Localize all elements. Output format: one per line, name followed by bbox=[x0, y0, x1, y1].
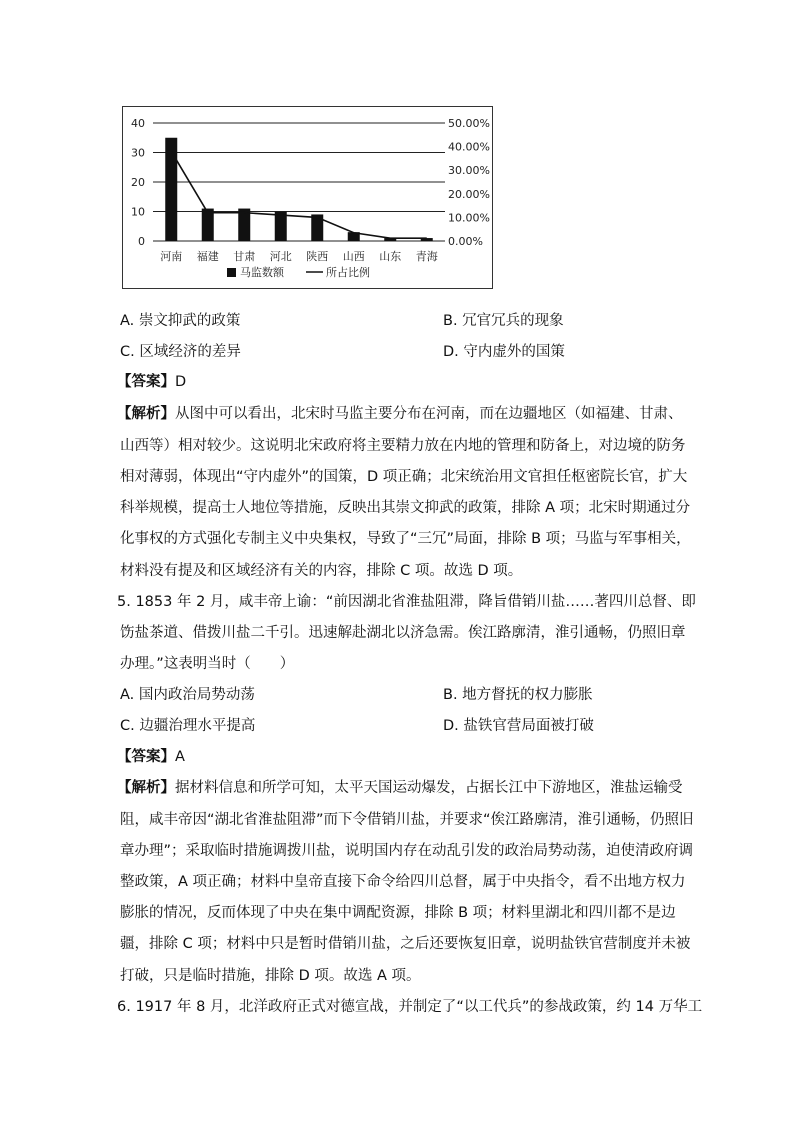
q4-analysis-line-4: 科举规模，提高士人地位等措施，反映出其崇文抑武的政策，排除 A 项；北宋时期通过分 bbox=[120, 500, 691, 516]
legend-line-label: 所占比例 bbox=[326, 266, 370, 279]
q4-analysis-line-5: 化事权的方式强化专制主义中央集权，导致了“三冗”局面，排除 B 项；马监与军事相关， bbox=[120, 531, 691, 547]
chart-figure bbox=[122, 106, 493, 289]
legend-bar-label: 马监数额 bbox=[240, 266, 284, 279]
q5-option-d: D. 盐铁官营局面被打破 bbox=[443, 718, 594, 734]
analysis-label: 【解析】 bbox=[117, 780, 175, 796]
legend-bar-swatch bbox=[227, 268, 236, 277]
q4-analysis-line-2: 山西等）相对较少。这说明北宋政府将主要精力放在内地的管理和防备上，对边境的防务 bbox=[120, 438, 686, 454]
q5-analysis-line-1: 【解析】据材料信息和所学可知，太平天国运动爆发，占据长江中下游地区，淮盐运输受 bbox=[117, 780, 683, 796]
q4-analysis-line-3: 相对薄弱，体现出“守内虚外”的国策，D 项正确；北宋统治用文官担任枢密院长官，扩大 bbox=[120, 469, 688, 485]
bar bbox=[165, 138, 177, 241]
q4-option-a: A. 崇文抑武的政策 bbox=[120, 313, 241, 329]
q5-analysis-line-7: 打破，只是临时措施，排除 D 项。故选 A 项。 bbox=[120, 968, 421, 984]
y-left-tick-label: 40 bbox=[131, 117, 145, 130]
q5-option-c: C. 边疆治理水平提高 bbox=[120, 718, 256, 734]
answer-value: D bbox=[175, 374, 187, 390]
q5-stem-line-2: 饬盐茶道、借拨川盐二千引。迅速解赴湖北以济急需。俟江路廓清，淮引通畅，仍照旧章 bbox=[120, 625, 686, 641]
x-tick-label: 河北 bbox=[269, 250, 292, 263]
bar-line-chart bbox=[123, 107, 494, 290]
q4-option-c: C. 区域经济的差异 bbox=[120, 344, 241, 360]
answer-label: 【答案】 bbox=[117, 749, 175, 765]
x-tick-label: 山东 bbox=[379, 250, 402, 263]
q5-option-b: B. 地方督抚的权力膨胀 bbox=[443, 687, 593, 703]
q5-analysis-line-4: 整政策，A 项正确；材料中皇帝直接下命令给四川总督，属于中央指令，看不出地方权力 bbox=[120, 874, 686, 890]
answer-value: A bbox=[175, 749, 185, 765]
q4-answer bbox=[117, 372, 186, 392]
q4-analysis-line-6: 材料没有提及和区域经济有关的内容，排除 C 项。故选 D 项。 bbox=[120, 563, 523, 579]
y-right-tick-label: 30.00% bbox=[448, 164, 490, 178]
y-left-tick-label: 30 bbox=[131, 146, 145, 160]
x-tick-label: 河南 bbox=[160, 250, 183, 263]
q4-option-b: B. 冗官冗兵的现象 bbox=[443, 313, 564, 329]
q5-stem-line-1: 5. 1853 年 2 月，咸丰帝上谕：“前因湖北省淮盐阻滞，降旨借销川盐……著四川总督、即 bbox=[117, 594, 696, 610]
q5-answer bbox=[117, 747, 185, 767]
x-tick-label: 山西 bbox=[342, 250, 365, 263]
y-right-tick-label: 40.00% bbox=[448, 140, 490, 154]
y-left-tick-label: 10 bbox=[131, 205, 145, 219]
x-tick-label: 青海 bbox=[415, 250, 438, 263]
y-right-tick-label: 0.00% bbox=[448, 235, 483, 248]
q5-analysis-line-3: 章办理”；采取临时措施调拨川盐，说明国内存在动乱引发的政治局势动荡，迫使清政府调 bbox=[120, 843, 694, 859]
y-right-tick-label: 10.00% bbox=[448, 211, 490, 225]
q5-stem-line-3: 办理。”这表明当时（ ） bbox=[120, 656, 295, 672]
q5-analysis-line-2: 阻，咸丰帝因“湖北省淮盐阻滞”而下令借销川盐，并要求“俟江路廓清，淮引通畅，仍照旧 bbox=[120, 812, 694, 828]
q4-analysis-line-1: 【解析】从图中可以看出，北宋时马监主要分布在河南，而在边疆地区（如福建、甘肃、 bbox=[117, 406, 683, 422]
y-left-tick-label: 20 bbox=[131, 176, 145, 189]
analysis-label: 【解析】 bbox=[117, 406, 175, 422]
answer-label: 【答案】 bbox=[117, 374, 175, 390]
q6-stem-line-1: 6. 1917 年 8 月，北洋政府正式对德宣战，并制定了“以工代兵”的参战政策，约 14 万华工 bbox=[117, 999, 703, 1015]
y-right-tick-label: 20.00% bbox=[448, 187, 490, 201]
x-tick-label: 甘肃 bbox=[233, 250, 256, 263]
q5-analysis-line-5: 膨胀的情况，反而体现了中央在集中调配资源，排除 B 项；材料里湖北和四川都不是边 bbox=[120, 905, 676, 921]
q5-analysis-line-6: 疆，排除 C 项；材料中只是暂时借销川盐，之后还要恢复旧章，说明盐铁官营制度并未被 bbox=[120, 936, 691, 952]
q4-option-d: D. 守内虚外的国策 bbox=[443, 344, 565, 360]
x-tick-label: 陕西 bbox=[306, 250, 329, 263]
y-right-tick-label: 50.00% bbox=[448, 117, 490, 130]
x-tick-label: 福建 bbox=[196, 250, 219, 263]
y-left-tick-label: 0 bbox=[138, 235, 145, 248]
q5-option-a: A. 国内政治局势动荡 bbox=[120, 687, 255, 703]
